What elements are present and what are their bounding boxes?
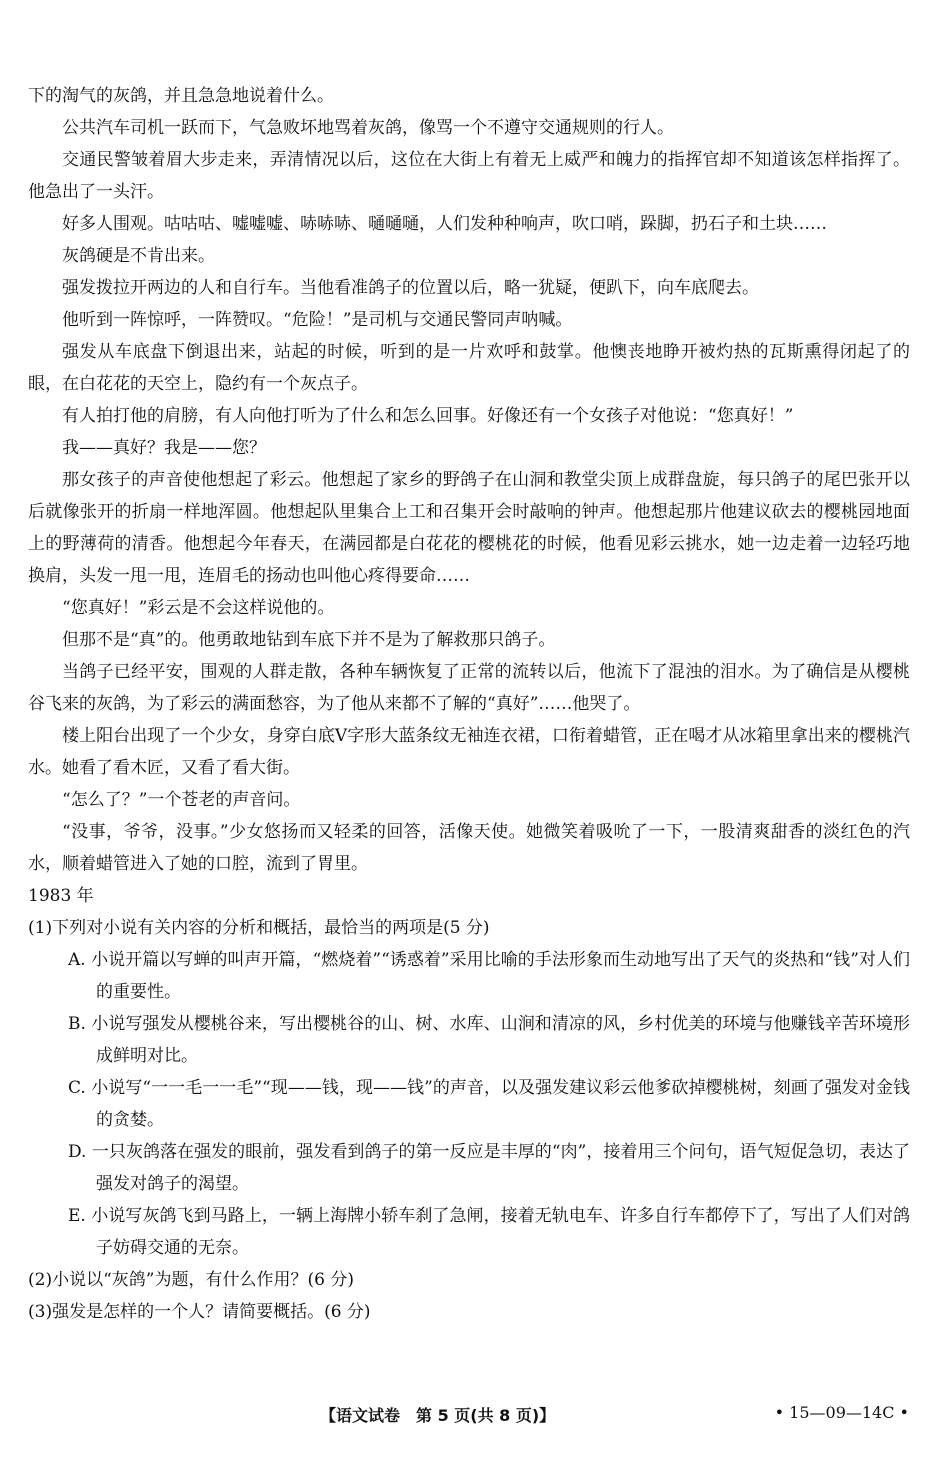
story-paragraph-15: “怎么了？”一个苍老的声音问。 (62, 790, 301, 810)
story-paragraph-5: 强发拨拉开两边的人和自行车。当他看准鸽子的位置以后，略一犹疑，便趴下，向车底爬去。 (62, 278, 759, 298)
story-paragraph-11: “您真好！”彩云是不会这样说他的。 (62, 598, 335, 618)
story-paragraph-3: 好多人围观。咕咕咕、嘘嘘嘘、哧哧哧、嗵嗵嗵，人们发种种响声，吹口哨，跺脚，扔石子和土块…… (62, 214, 827, 234)
story-paragraph-2: 交通民警皱着眉大步走来，弄清情况以后，这位在大街上有着无上威严和魄力的指挥官却不知道该怎样指挥了。他急出了一头汗。 (28, 150, 910, 202)
story-paragraph-8: 有人拍打他的肩膀，有人向他打听为了什么和怎么回事。好像还有一个女孩子对他说：“您真好！” (62, 406, 794, 426)
story-paragraph-0: 下的淘气的灰鸽，并且急急地说着什么。 (28, 86, 334, 106)
question-3: (3)强发是怎样的一个人？请简要概括。(6 分) (28, 1302, 371, 1322)
document-page (28, 80, 910, 1328)
story-text (28, 80, 910, 912)
story-paragraph-14: 楼上阳台出现了一个少女，身穿白底V字形大蓝条纹无袖连衣裙，口衔着蜡管，正在喝才从冰箱里拿出来的樱桃汽水。她看了看木匠，又看了看大街。 (28, 726, 910, 778)
option-a: A. 小说开篇以写蝉的叫声开篇，“燃烧着”“诱惑着”采用比喻的手法形象而生动地写出了天气的炎热和“钱”对人们的重要性。 (68, 950, 910, 1002)
story-paragraph-7: 强发从车底盘下倒退出来，站起的时候，听到的是一片欢呼和鼓掌。他懊丧地睁开被灼热的瓦斯熏得闭起了的眼，在白花花的天空上，隐约有一个灰点子。 (28, 342, 910, 394)
story-paragraph-16: “没事，爷爷，没事。”少女悠扬而又轻柔的回答，活像天使。她微笑着吸吮了一下，一股清爽甜香的淡红色的汽水，顺着蜡管进入了她的口腔，流到了胃里。 (28, 822, 910, 874)
questions-section (28, 912, 910, 1328)
option-b: B. 小说写强发从樱桃谷来，写出樱桃谷的山、树、水库、山涧和清凉的风，乡村优美的环境与他赚钱辛苦环境形成鲜明对比。 (68, 1014, 910, 1066)
question-1: (1)下列对小说有关内容的分析和概括，最恰当的两项是(5 分) (28, 918, 490, 938)
question-2: (2)小说以“灰鸽”为题，有什么作用？(6 分) (28, 1270, 354, 1290)
option-e: E. 小说写灰鸽飞到马路上，一辆上海牌小轿车刹了急闸，接着无轨电车、许多自行车都停下了，写出了人们对鸽子妨碍交通的无奈。 (68, 1206, 910, 1258)
footer-exam-code: • 15—09—14C • (774, 1403, 909, 1422)
option-c: C. 小说写“一一毛一一毛”“现——钱，现——钱”的声音，以及强发建议彩云他爹砍掉樱桃树，刻画了强发对金钱的贪婪。 (68, 1078, 910, 1130)
footer-page-info: 【语文试卷 第 5 页(共 8 页)】 (320, 1406, 556, 1425)
story-paragraph-6: 他听到一阵惊呼，一阵赞叹。“危险！”是司机与交通民警同声呐喊。 (62, 310, 573, 330)
story-paragraph-9: 我——真好？我是——您？ (62, 438, 266, 458)
story-paragraph-12: 但那不是“真”的。他勇敢地钻到车底下并不是为了解救那只鸽子。 (62, 630, 556, 650)
story-year: 1983 年 (28, 886, 94, 906)
story-paragraph-13: 当鸽子已经平安，围观的人群走散，各种车辆恢复了正常的流转以后，他流下了混浊的泪水。为了确信是从樱桃谷飞来的灰鸽，为了彩云的满面愁容，为了他从来都不了解的“真好”……他哭了。 (28, 662, 910, 714)
option-d: D. 一只灰鸽落在强发的眼前，强发看到鸽子的第一反应是丰厚的“肉”，接着用三个问句，语气短促急切，表达了强发对鸽子的渴望。 (68, 1142, 910, 1194)
story-paragraph-10: 那女孩子的声音使他想起了彩云。他想起了家乡的野鸽子在山洞和教堂尖顶上成群盘旋，每只鸽子的尾巴张开以后就像张开的折扇一样地浑圆。他想起队里集合上工和召集开会时敲响的钟声。他想起那片他建议砍去的樱桃园地面上的野薄荷的清香。他想起今年春天，在满园都是白花花的樱桃花的时候，他看见彩云挑水，她一边走着一边轻巧地换肩，头发一甩一甩，连眉毛的扬动也叫他心疼得要命…… (28, 470, 910, 586)
story-paragraph-1: 公共汽车司机一跃而下，气急败坏地骂着灰鸽，像骂一个不遵守交通规则的行人。 (62, 118, 674, 138)
page-footer (0, 1403, 933, 1433)
story-paragraph-4: 灰鸽硬是不肯出来。 (62, 246, 215, 266)
